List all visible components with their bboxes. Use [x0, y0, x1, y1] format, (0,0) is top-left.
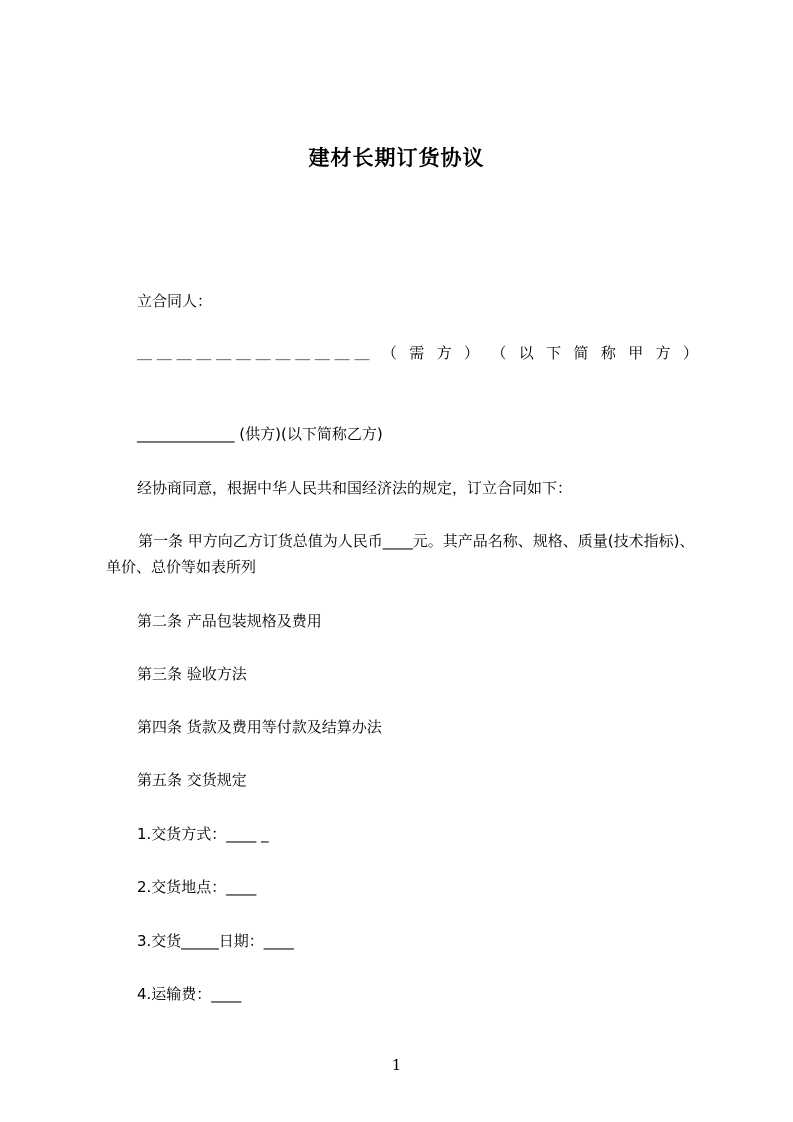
- delivery-item-2: 2.交货地点：____: [137, 878, 257, 896]
- party-a-char: 方: [655, 344, 671, 362]
- party-a-char: （: [381, 344, 397, 362]
- party-a-char: 称: [600, 344, 616, 362]
- contract-party-label: 立合同人：: [137, 292, 213, 310]
- article-3: 第三条 验收方法: [137, 665, 247, 683]
- party-a-char: ）: [682, 344, 698, 362]
- article-1: 第一条 甲方向乙方订货总值为人民币____元。其产品名称、规格、质量(技术指标)、单价、总价等如表所列: [106, 532, 695, 576]
- party-a-blank: ＿ ＿ ＿ ＿ ＿ ＿ ＿ ＿ ＿ ＿ ＿ ＿: [137, 344, 370, 362]
- page-number: 1: [391, 1056, 402, 1074]
- party-a-char: 甲: [628, 344, 644, 362]
- party-a-char: 需: [409, 344, 425, 362]
- delivery-item-1: 1.交货方式：____ _: [137, 825, 269, 843]
- party-a-char: （: [491, 344, 507, 362]
- party-a-char: 简: [573, 344, 589, 362]
- article-4: 第四条 货款及费用等付款及结算办法: [137, 718, 382, 736]
- party-a-char: 下: [546, 344, 562, 362]
- intro-paragraph: 经协商同意，根据中华人民共和国经济法的规定，订立合同如下：: [137, 479, 573, 497]
- party-a-char: ）: [463, 344, 479, 362]
- party-a-char: 方: [436, 344, 452, 362]
- article-5: 第五条 交货规定: [137, 771, 247, 789]
- party-a-char: 以: [518, 344, 534, 362]
- party-a-row: [137, 343, 698, 363]
- delivery-item-4: 4.运输费：____: [137, 985, 242, 1003]
- article-2: 第二条 产品包装规格及费用: [137, 612, 322, 630]
- delivery-item-3: 3.交货_____日期：____: [137, 932, 294, 950]
- document-title: 建材长期订货协议: [308, 146, 485, 170]
- party-b-line: _____________ (供方)(以下简称乙方): [137, 425, 383, 443]
